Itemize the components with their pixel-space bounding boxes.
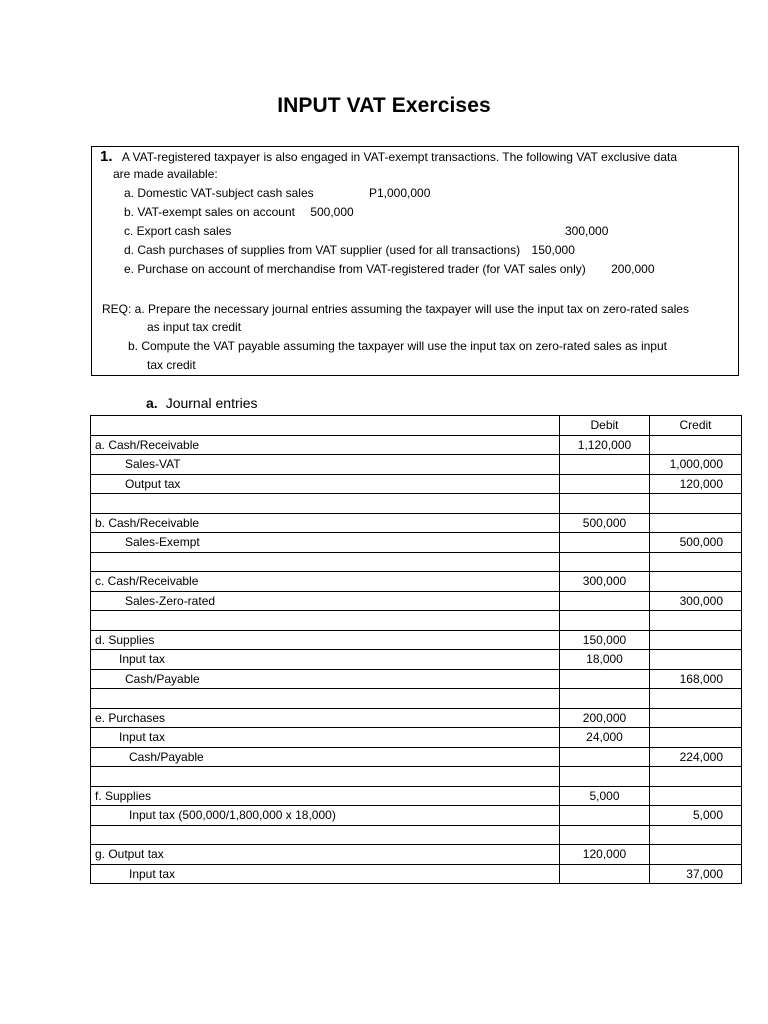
row-account: Cash/Payable — [91, 669, 560, 689]
problem-intro-text: A VAT-registered taxpayer is also engaged in VAT-exempt transactions. The following VAT exclusive data — [121, 150, 678, 164]
row-credit — [650, 689, 742, 709]
row-account: Input tax (500,000/1,800,000 x 18,000) — [91, 806, 560, 826]
table-row — [91, 689, 742, 709]
row-debit: 24,000 — [560, 728, 650, 748]
row-debit — [560, 494, 650, 514]
row-account: Sales-Zero-rated — [91, 591, 560, 611]
row-debit: 500,000 — [560, 513, 650, 533]
table-row — [91, 747, 742, 767]
row-debit: 150,000 — [560, 630, 650, 650]
req-b-line2: tax credit — [147, 358, 196, 372]
row-account — [91, 494, 560, 514]
row-debit: 300,000 — [560, 572, 650, 592]
row-debit — [560, 552, 650, 572]
row-account: Input tax — [91, 864, 560, 884]
header-credit: Credit — [650, 416, 742, 436]
item-b-amount: 500,000 — [310, 205, 354, 219]
row-debit: 5,000 — [560, 786, 650, 806]
table-row — [91, 611, 742, 631]
problem-number: 1. — [100, 148, 113, 165]
row-credit — [650, 708, 742, 728]
row-credit — [650, 435, 742, 455]
row-debit: 18,000 — [560, 650, 650, 670]
row-debit — [560, 825, 650, 845]
page-title: INPUT VAT Exercises — [277, 94, 491, 117]
table-row — [91, 435, 742, 455]
row-debit — [560, 533, 650, 553]
row-credit — [650, 552, 742, 572]
row-account — [91, 689, 560, 709]
item-d — [124, 241, 575, 260]
row-credit: 37,000 — [650, 864, 742, 884]
item-c-label: c. Export cash sales — [124, 224, 232, 238]
row-account: a. Cash/Receivable — [91, 435, 560, 455]
row-account: e. Purchases — [91, 708, 560, 728]
table-row — [91, 669, 742, 689]
row-debit: 200,000 — [560, 708, 650, 728]
table-row — [91, 864, 742, 884]
table-row — [91, 552, 742, 572]
item-a-amount: P1,000,000 — [369, 186, 431, 200]
row-account: Input tax — [91, 728, 560, 748]
row-credit: 224,000 — [650, 747, 742, 767]
table-header-row — [91, 416, 742, 436]
table-row — [91, 572, 742, 592]
req-a-line2: as input tax credit — [147, 320, 242, 334]
row-account: Output tax — [91, 474, 560, 494]
row-account: Input tax — [91, 650, 560, 670]
row-credit — [650, 845, 742, 865]
row-debit — [560, 806, 650, 826]
table-row — [91, 474, 742, 494]
row-credit: 5,000 — [650, 806, 742, 826]
table-row — [91, 767, 742, 787]
row-account — [91, 767, 560, 787]
row-debit — [560, 689, 650, 709]
row-debit — [560, 455, 650, 475]
item-d-amount: 150,000 — [531, 243, 575, 257]
row-credit — [650, 728, 742, 748]
row-credit — [650, 767, 742, 787]
row-account: Sales-Exempt — [91, 533, 560, 553]
row-credit — [650, 611, 742, 631]
problem-intro-line1 — [100, 147, 677, 167]
row-credit — [650, 494, 742, 514]
row-account — [91, 825, 560, 845]
row-credit — [650, 630, 742, 650]
row-account: Sales-VAT — [91, 455, 560, 475]
row-debit: 120,000 — [560, 845, 650, 865]
item-e — [124, 260, 655, 279]
row-account: Cash/Payable — [91, 747, 560, 767]
table-row — [91, 591, 742, 611]
table-row — [91, 708, 742, 728]
row-account — [91, 611, 560, 631]
table-row — [91, 513, 742, 533]
item-d-label: d. Cash purchases of supplies from VAT supplier (used for all transactions) — [124, 243, 521, 257]
item-e-amount: 200,000 — [611, 262, 655, 276]
table-row — [91, 825, 742, 845]
item-b-label: b. VAT-exempt sales on account — [124, 205, 295, 219]
item-a — [124, 184, 431, 203]
row-account — [91, 552, 560, 572]
table-row — [91, 806, 742, 826]
row-credit — [650, 513, 742, 533]
table-row — [91, 630, 742, 650]
section-heading — [146, 395, 258, 411]
problem-intro-line2: are made available: — [113, 167, 218, 181]
table-row — [91, 845, 742, 865]
req-a-line1: REQ: a. Prepare the necessary journal entries assuming the taxpayer will use the input tax on zero-rated sales — [102, 302, 689, 316]
table-row — [91, 455, 742, 475]
req-b-line1: b. Compute the VAT payable assuming the taxpayer will use the input tax on zero-rated sales as input — [128, 339, 667, 353]
row-debit: 1,120,000 — [560, 435, 650, 455]
row-credit: 168,000 — [650, 669, 742, 689]
row-account: c. Cash/Receivable — [91, 572, 560, 592]
row-account: b. Cash/Receivable — [91, 513, 560, 533]
row-credit: 1,000,000 — [650, 455, 742, 475]
row-account: g. Output tax — [91, 845, 560, 865]
row-debit — [560, 864, 650, 884]
row-debit — [560, 611, 650, 631]
problem-box — [91, 146, 739, 376]
table-row — [91, 494, 742, 514]
row-credit — [650, 650, 742, 670]
item-c — [124, 222, 609, 241]
table-row — [91, 728, 742, 748]
table-row — [91, 786, 742, 806]
row-debit — [560, 591, 650, 611]
table-row — [91, 650, 742, 670]
row-debit — [560, 747, 650, 767]
row-credit — [650, 825, 742, 845]
row-debit — [560, 767, 650, 787]
row-credit — [650, 572, 742, 592]
row-credit: 500,000 — [650, 533, 742, 553]
row-account: f. Supplies — [91, 786, 560, 806]
item-c-amount: 300,000 — [565, 224, 609, 238]
journal-table — [90, 415, 742, 884]
table-row — [91, 533, 742, 553]
item-a-label: a. Domestic VAT-subject cash sales — [124, 186, 314, 200]
header-debit: Debit — [560, 416, 650, 436]
section-letter: a. — [146, 395, 158, 411]
row-credit: 120,000 — [650, 474, 742, 494]
header-account — [91, 416, 560, 436]
row-debit — [560, 669, 650, 689]
section-label: Journal entries — [165, 395, 258, 411]
row-credit: 300,000 — [650, 591, 742, 611]
row-debit — [560, 474, 650, 494]
row-credit — [650, 786, 742, 806]
row-account: d. Supplies — [91, 630, 560, 650]
item-e-label: e. Purchase on account of merchandise from VAT-registered trader (for VAT sales only) — [124, 262, 586, 276]
item-b — [124, 203, 354, 222]
